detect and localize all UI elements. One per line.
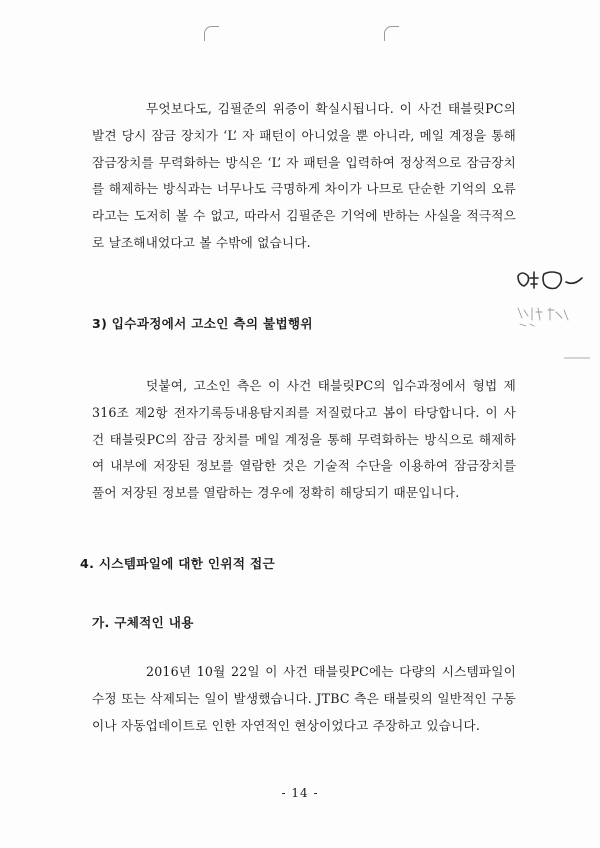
paragraph-illegal-acquisition: 덧붙여, 고소인 측은 이 사건 태블릿PC의 입수과정에서 형법 제316조 제2항 전자기록등내용탐지죄를 저질렀다고 봄이 타당합니다. 이 사건 태블릿PC의 잠금 장치를 메일 계정을 통해 무력화하는 방식으로 해제하여 내부에 저장된 정보를 열람한 것은 기술적 수단을 이용하여 잠금장치를 풀어 저장된 정보를 열람하는 경우에 정확히 해당되기 때문입니다. (92, 378, 516, 501)
page-number: - 14 - (281, 786, 319, 800)
punch-hole-mark-left (204, 26, 219, 41)
section-heading-illegal-acquisition: 3) 입수과정에서 고소인 측의 불법행위 (92, 316, 313, 331)
punch-hole-mark-right (384, 26, 399, 41)
margin-seal-stamp (504, 264, 594, 374)
subsection-heading-details: 가. 구체적인 내용 (92, 615, 194, 630)
section-heading-system-files: 4. 시스템파일에 대한 인위적 접근 (80, 556, 275, 571)
paragraph-perjury: 무엇보다도, 김필준의 위증이 확실시됩니다. 이 사건 태블릿PC의 발견 당시 잠금 장치가 ‘L’ 자 패턴이 아니었을 뿐 아니라, 메일 계정을 통해 잠금장치를 무력화하는 방식은 ‘L’ 자 패턴을 입력하여 정상적으로 잠금장치를 해제하는 방식과는 너무나도 극명하게 차이가 나므로 단순한 기억의 오류라고는 도저히 볼 수 없고, 따라서 김필준은 기억에 반하는 사실을 적극적으로 날조해내었다고 볼 수밖에 없습니다. (92, 101, 516, 250)
paragraph-system-file-changes: 2016년 10월 22일 이 사건 태블릿PC에는 다량의 시스템파일이 수정 또는 삭제되는 일이 발생했습니다. JTBC 측은 태블릿의 일반적인 구동이나 자동업데이트로 인한 자연적인 현상이었다고 주장하고 있습니다. (92, 664, 516, 733)
